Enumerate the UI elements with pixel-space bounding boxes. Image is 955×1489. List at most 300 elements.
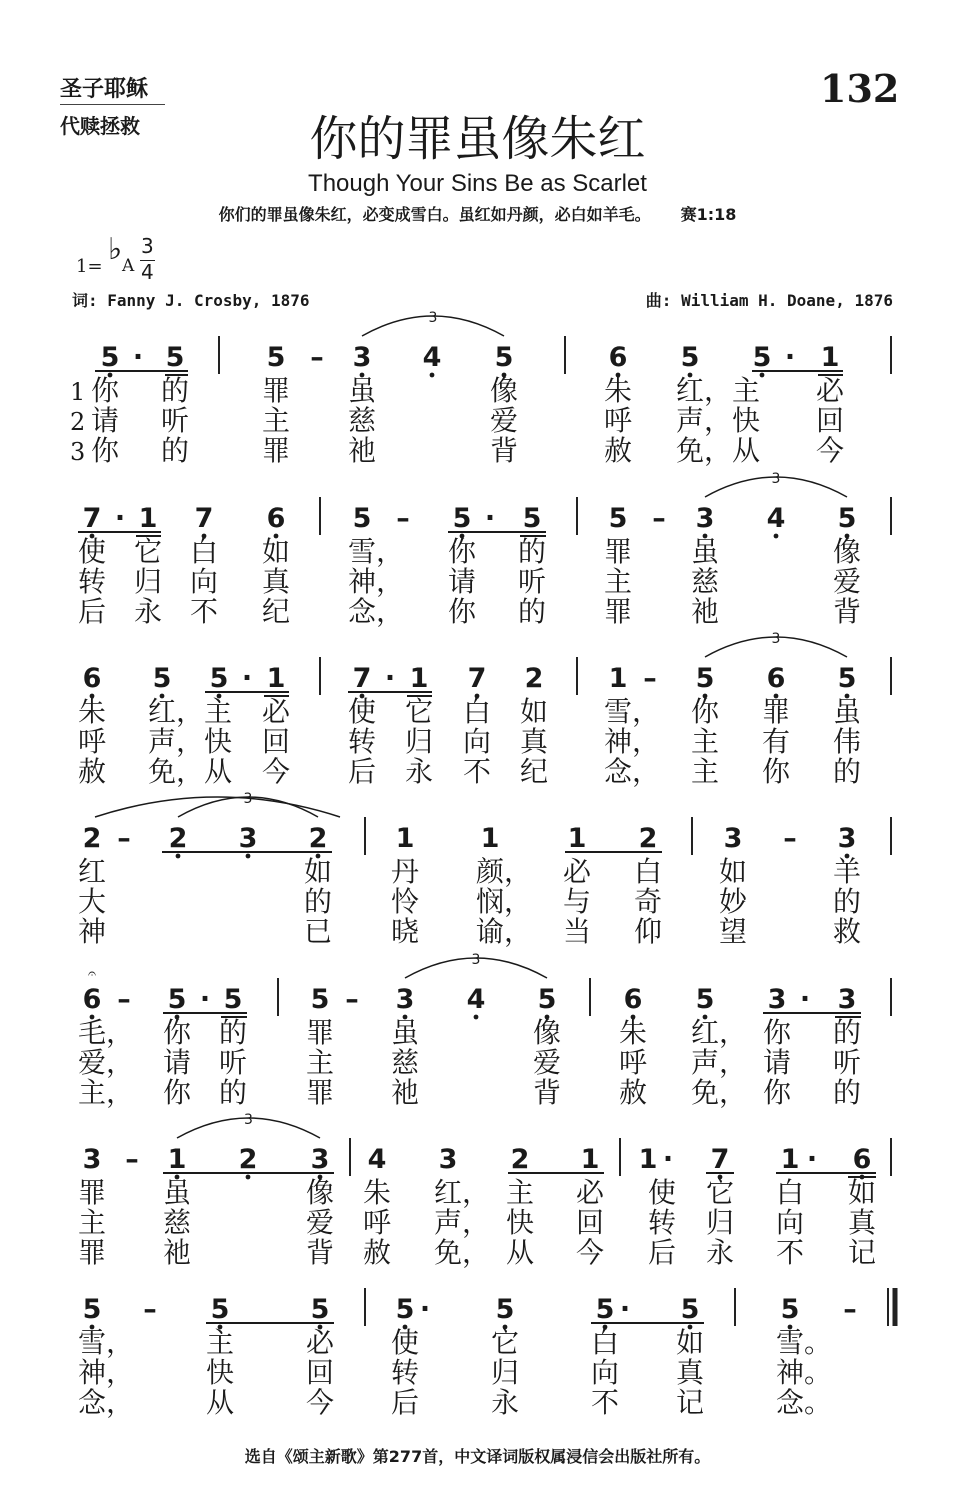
- lyric-syllable: 回: [576, 1206, 605, 1239]
- lyric-syllable: 的: [833, 755, 862, 788]
- lyric-syllable: 使: [391, 1326, 420, 1359]
- note: 3: [837, 984, 857, 1015]
- lyric-syllable: 的: [833, 1016, 862, 1049]
- lyric-syllable: 请: [448, 565, 477, 598]
- lyric-syllable: 后: [648, 1236, 677, 1269]
- note: 5: [680, 1294, 700, 1325]
- lyric-syllable: 你: [448, 595, 477, 628]
- augmentation-dot: ·: [662, 1144, 674, 1175]
- lyric-syllable: 背: [306, 1236, 335, 1269]
- note: 3: [238, 823, 258, 854]
- lyric-syllable: 向: [190, 565, 219, 598]
- lyric-syllable: 与: [563, 885, 592, 918]
- lyricist-credit: 词: Fanny J. Crosby, 1876: [72, 291, 310, 310]
- lyric-syllable: 妙: [719, 885, 748, 918]
- lyric-syllable: 红，: [434, 1176, 491, 1209]
- lyric-syllable: 听: [518, 565, 547, 598]
- note: 5: [837, 503, 857, 534]
- lyric-syllable: 有: [762, 725, 791, 758]
- lyric-syllable: 听: [161, 404, 190, 437]
- lyric-syllable: 你: [763, 1016, 792, 1049]
- note: 1: [820, 342, 840, 373]
- lyric-syllable: 纪: [520, 755, 549, 788]
- note: 2: [82, 823, 102, 854]
- lyric-syllable: 的: [161, 434, 190, 467]
- lyric-syllable: 晓: [391, 915, 420, 948]
- lyric-syllable: 快: [206, 1356, 235, 1389]
- time-signature-top: 3: [141, 234, 154, 258]
- composer-credit: 曲: William H. Doane, 1876: [645, 291, 893, 310]
- lyric-syllable: 丹: [391, 855, 420, 888]
- lyric-syllable: 罪: [78, 1236, 107, 1269]
- note: 4: [466, 984, 486, 1015]
- lyric-syllable: 雪，: [604, 695, 661, 728]
- lyric-syllable: 神，: [78, 1356, 135, 1389]
- lyric-syllable: 免，从: [676, 434, 761, 467]
- lyric-syllable: 向: [463, 725, 492, 758]
- lyric-syllable: 必: [306, 1326, 335, 1359]
- lyric-syllable: 虽: [348, 374, 377, 407]
- note: 3: [438, 1144, 458, 1175]
- lyric-syllable: 它: [706, 1176, 735, 1209]
- note: 5: [310, 1294, 330, 1325]
- augmentation-dot: ·: [619, 1294, 631, 1325]
- note: 3: [695, 503, 715, 534]
- lyric-syllable: 主: [691, 755, 720, 788]
- note: 5: [595, 1294, 615, 1325]
- lyric-syllable: 像: [833, 535, 862, 568]
- lower-octave-dot: [246, 1175, 251, 1180]
- augmentation-dot: ·: [484, 503, 496, 534]
- note: 6: [766, 663, 786, 694]
- lyric-syllable: 虽: [833, 695, 862, 728]
- category-sub: 代赎拯救: [60, 114, 140, 138]
- dash: –: [117, 984, 131, 1015]
- note: 5: [695, 663, 715, 694]
- note: 5: [537, 984, 557, 1015]
- note: 1: [409, 663, 429, 694]
- note: 5: [266, 342, 286, 373]
- lyric-syllable: 祂: [391, 1076, 420, 1109]
- verse-number: 2: [70, 408, 86, 436]
- lyric-syllable: 归: [405, 725, 434, 758]
- note: 5: [495, 1294, 515, 1325]
- lyric-syllable: 赦: [619, 1076, 648, 1109]
- lyric-syllable: 的: [518, 535, 547, 568]
- lyric-syllable: 朱: [363, 1176, 392, 1209]
- augmentation-dot: ·: [806, 1144, 818, 1175]
- lyric-syllable: 快: [506, 1206, 535, 1239]
- note: 5: [82, 1294, 102, 1325]
- note: 1: [395, 823, 415, 854]
- lyric-syllable: 如: [676, 1326, 705, 1359]
- lyric-syllable: 赦: [78, 755, 107, 788]
- lyric-syllable: 望: [719, 915, 748, 948]
- tuplet-number: 3: [244, 1112, 253, 1128]
- lyric-syllable: 听: [833, 1046, 862, 1079]
- note: 1: [780, 1144, 800, 1175]
- lyric-syllable: 白: [634, 855, 663, 888]
- lyric-syllable: 记: [676, 1386, 705, 1419]
- lyric-syllable: 使: [648, 1176, 677, 1209]
- lyric-syllable: 转: [78, 565, 107, 598]
- note: 1: [608, 663, 628, 694]
- lyric-syllable: 的: [518, 595, 547, 628]
- dash: –: [783, 823, 797, 854]
- augmentation-dot: ·: [419, 1294, 431, 1325]
- lyric-syllable: 赦: [363, 1236, 392, 1269]
- note: 1: [167, 1144, 187, 1175]
- lyric-syllable: 今: [816, 434, 845, 467]
- lyric-syllable: 背: [833, 595, 862, 628]
- note: 3: [837, 823, 857, 854]
- lyric-syllable: 使: [348, 695, 377, 728]
- note: 2: [524, 663, 544, 694]
- note: 6: [266, 503, 286, 534]
- lyric-syllable: 羊: [833, 855, 862, 888]
- lyric-syllable: 念，: [78, 1386, 135, 1419]
- note: 2: [510, 1144, 530, 1175]
- lyric-syllable: 神: [78, 915, 107, 948]
- lyric-syllable: 转: [348, 725, 377, 758]
- note: 7: [352, 663, 372, 694]
- verse-number: 1: [70, 378, 86, 406]
- lyric-syllable: 如: [520, 695, 549, 728]
- lyric-syllable: 罪: [262, 434, 291, 467]
- lyric-syllable: 颜，: [476, 855, 533, 888]
- lyric-syllable: 罪: [306, 1076, 335, 1109]
- lyric-syllable: 爱: [833, 565, 862, 598]
- lyric-syllable: 不: [776, 1236, 805, 1269]
- note: 1: [266, 663, 286, 694]
- note: 2: [168, 823, 188, 854]
- lyric-syllable: 怜: [391, 885, 420, 918]
- lyric-syllable: 仰: [634, 915, 663, 948]
- lyric-syllable: 朱: [78, 695, 107, 728]
- lyric-syllable: 永: [706, 1236, 735, 1269]
- note: 7: [194, 503, 214, 534]
- note: 3: [767, 984, 787, 1015]
- lyric-syllable: 纪: [262, 595, 291, 628]
- lyric-syllable: 从: [506, 1236, 535, 1269]
- lyric-syllable: 赦: [604, 434, 633, 467]
- tuplet-number: 3: [243, 791, 253, 807]
- lyric-syllable: 罪: [762, 695, 791, 728]
- lyric-syllable: 罪: [604, 535, 633, 568]
- note: 6: [623, 984, 643, 1015]
- lyric-syllable: 神。: [776, 1356, 833, 1389]
- note: 2: [638, 823, 658, 854]
- lyric-syllable: 念。: [776, 1386, 833, 1419]
- note: 7: [82, 503, 102, 534]
- note: 5: [209, 663, 229, 694]
- lyric-syllable: 你: [762, 755, 791, 788]
- lyric-syllable: 必: [563, 855, 592, 888]
- augmentation-dot: ·: [241, 663, 253, 694]
- lyric-syllable: 永: [491, 1386, 520, 1419]
- note: 4: [422, 342, 442, 373]
- lyric-syllable: 不: [591, 1386, 620, 1419]
- lyric-syllable: 虽: [691, 535, 720, 568]
- tuplet-slur: [95, 797, 340, 817]
- hymn-title: 你的罪虽像朱红: [309, 111, 646, 167]
- dash: –: [345, 984, 359, 1015]
- lyric-syllable: 祂: [163, 1236, 192, 1269]
- fermata-icon: 𝄐: [88, 966, 96, 982]
- lyric-syllable: 的: [833, 885, 862, 918]
- lyric-syllable: 声，: [434, 1206, 491, 1239]
- key-prefix: 1=: [76, 256, 103, 277]
- lyric-syllable: 白: [463, 695, 492, 728]
- lyric-syllable: 声，快: [676, 404, 761, 437]
- note: 1: [567, 823, 587, 854]
- dash: –: [125, 1144, 139, 1175]
- note: 2: [308, 823, 328, 854]
- lyric-syllable: 的: [161, 374, 190, 407]
- lyric-syllable: 你: [163, 1076, 192, 1109]
- lyric-syllable: 罪: [306, 1016, 335, 1049]
- lyric-syllable: 不: [463, 755, 492, 788]
- note: 5: [100, 342, 120, 373]
- note: 5: [395, 1294, 415, 1325]
- lyric-syllable: 的: [219, 1076, 248, 1109]
- lyric-syllable: 听: [219, 1046, 248, 1079]
- lyric-syllable: 神，: [348, 565, 405, 598]
- note: 5: [522, 503, 542, 534]
- lyric-syllable: 爱，: [78, 1046, 135, 1079]
- lyric-syllable: 必: [262, 695, 291, 728]
- lyric-syllable: 声，快: [148, 725, 233, 758]
- lyric-syllable: 伟: [833, 725, 862, 758]
- dash: –: [310, 342, 324, 373]
- note: 5: [452, 503, 472, 534]
- note: 6: [82, 663, 102, 694]
- lyric-syllable: 今: [576, 1236, 605, 1269]
- lyric-syllable: 红，主: [676, 374, 761, 407]
- lyric-syllable: 雪，: [78, 1326, 135, 1359]
- lyric-syllable: 它: [405, 695, 434, 728]
- lyric-syllable: 背: [533, 1076, 562, 1109]
- lyric-syllable: 雪，: [348, 535, 405, 568]
- lyric-syllable: 归: [706, 1206, 735, 1239]
- lyric-syllable: 转: [648, 1206, 677, 1239]
- note: 5: [310, 984, 330, 1015]
- lyric-syllable: 虽: [391, 1016, 420, 1049]
- dash: –: [652, 503, 666, 534]
- lyric-syllable: 记: [848, 1236, 877, 1269]
- note: 5: [494, 342, 514, 373]
- lyric-syllable: 主: [78, 1206, 107, 1239]
- note: 3: [395, 984, 415, 1015]
- tuplet-number: 3: [771, 631, 781, 647]
- lyric-syllable: 真: [848, 1206, 877, 1239]
- dash: –: [143, 1294, 157, 1325]
- lyric-syllable: 主: [262, 404, 291, 437]
- flat-icon: ♭: [108, 232, 123, 267]
- note: 5: [352, 503, 372, 534]
- dash: –: [843, 1294, 857, 1325]
- hymn-number: 132: [820, 66, 900, 111]
- note: 4: [367, 1144, 387, 1175]
- lower-octave-dot: [246, 854, 251, 859]
- note: 3: [310, 1144, 330, 1175]
- lyric-syllable: 红: [78, 855, 107, 888]
- note: 7: [710, 1144, 730, 1175]
- lyric-syllable: 神，: [604, 725, 661, 758]
- lyric-syllable: 爱: [306, 1206, 335, 1239]
- lyric-syllable: 的: [219, 1016, 248, 1049]
- lyric-syllable: 悯，: [476, 885, 533, 918]
- dash: –: [117, 823, 131, 854]
- lyric-syllable: 你: [163, 1016, 192, 1049]
- note: 5: [167, 984, 187, 1015]
- note: 5: [152, 663, 172, 694]
- lyric-syllable: 永: [405, 755, 434, 788]
- note: 1: [580, 1144, 600, 1175]
- note: 5: [165, 342, 185, 373]
- lyric-syllable: 念，: [604, 755, 661, 788]
- lyric-syllable: 红，: [691, 1016, 748, 1049]
- lyric-syllable: 主: [306, 1046, 335, 1079]
- lyric-syllable: 罪: [78, 1176, 107, 1209]
- lyric-syllable: 归: [491, 1356, 520, 1389]
- lyric-syllable: 慈: [391, 1046, 420, 1079]
- lower-octave-dot: [430, 373, 435, 378]
- lyric-syllable: 白: [591, 1326, 620, 1359]
- lyric-syllable: 回: [262, 725, 291, 758]
- dash: –: [643, 663, 657, 694]
- note: 5: [780, 1294, 800, 1325]
- lower-octave-dot: [176, 854, 181, 859]
- note: 6: [608, 342, 628, 373]
- note: 5: [608, 503, 628, 534]
- hymn-subtitle: Though Your Sins Be as Scarlet: [308, 170, 647, 197]
- lyric-syllable: 祂: [348, 434, 377, 467]
- note: 5: [680, 342, 700, 373]
- lyric-syllable: 今: [262, 755, 291, 788]
- lyric-syllable: 它: [134, 535, 163, 568]
- lyric-syllable: 已: [304, 915, 333, 948]
- lyric-syllable: 主: [691, 725, 720, 758]
- lyric-syllable: 主: [206, 1326, 235, 1359]
- lyric-syllable: 红，主: [148, 695, 233, 728]
- time-signature-bottom: 4: [141, 260, 154, 284]
- lyric-syllable: 必: [816, 374, 845, 407]
- lyric-syllable: 救: [833, 915, 862, 948]
- lyric-syllable: 慈: [163, 1206, 192, 1239]
- lyric-syllable: 真: [520, 725, 549, 758]
- lyric-syllable: 慈: [348, 404, 377, 437]
- lyric-syllable: 慈: [691, 565, 720, 598]
- lyric-syllable: 永: [134, 595, 163, 628]
- lyric-syllable: 你: [91, 434, 120, 467]
- lyric-syllable: 向: [776, 1206, 805, 1239]
- lyric-syllable: 转: [391, 1356, 420, 1389]
- note: 2: [238, 1144, 258, 1175]
- lyric-syllable: 回: [306, 1356, 335, 1389]
- lyric-syllable: 如: [262, 535, 291, 568]
- lyric-syllable: 使: [78, 535, 107, 568]
- lyric-syllable: 你: [763, 1076, 792, 1109]
- lyric-syllable: 今: [306, 1386, 335, 1419]
- lyric-syllable: 谕，: [476, 915, 533, 948]
- lyric-syllable: 呼: [363, 1206, 392, 1239]
- lyric-syllable: 后: [391, 1386, 420, 1419]
- lower-octave-dot: [474, 1015, 479, 1020]
- lyric-syllable: 免，从: [148, 755, 233, 788]
- lyric-syllable: 后: [348, 755, 377, 788]
- note: 5: [837, 663, 857, 694]
- scripture-text: 你们的罪虽像朱红，必变成雪白。虽红如丹颜，必白如羊毛。: [218, 205, 651, 224]
- lyric-syllable: 主，: [78, 1076, 135, 1109]
- lyric-syllable: 免，: [434, 1236, 491, 1269]
- augmentation-dot: ·: [799, 984, 811, 1015]
- lyric-syllable: 如: [719, 855, 748, 888]
- lyric-syllable: 它: [491, 1326, 520, 1359]
- lyric-syllable: 如: [304, 855, 333, 888]
- lyric-syllable: 从: [206, 1386, 235, 1419]
- tuplet-number: 3: [471, 952, 481, 968]
- lyric-syllable: 你: [448, 535, 477, 568]
- lyric-syllable: 不: [190, 595, 219, 628]
- lyric-syllable: 念，: [348, 595, 405, 628]
- lyric-syllable: 免，: [691, 1076, 748, 1109]
- lyric-syllable: 的: [833, 1076, 862, 1109]
- note: 3: [82, 1144, 102, 1175]
- augmentation-dot: ·: [199, 984, 211, 1015]
- note: 1: [138, 503, 158, 534]
- note: 3: [352, 342, 372, 373]
- lyric-syllable: 请: [91, 404, 120, 437]
- lyric-syllable: 爱: [533, 1046, 562, 1079]
- lyric-syllable: 白: [776, 1176, 805, 1209]
- lyric-syllable: 祂: [691, 595, 720, 628]
- lyric-syllable: 大: [78, 885, 107, 918]
- lyric-syllable: 像: [490, 374, 519, 407]
- lyric-syllable: 主: [604, 565, 633, 598]
- note: 6: [82, 984, 102, 1015]
- lyric-syllable: 后: [78, 595, 107, 628]
- lyric-syllable: 罪: [604, 595, 633, 628]
- lyric-syllable: 真: [262, 565, 291, 598]
- lyric-syllable: 像: [306, 1176, 335, 1209]
- lower-octave-dot: [760, 373, 765, 378]
- augmentation-dot: ·: [384, 663, 396, 694]
- note: 5: [223, 984, 243, 1015]
- note: 4: [766, 503, 786, 534]
- lyric-syllable: 回: [816, 404, 845, 437]
- lyric-syllable: 呼: [604, 404, 633, 437]
- scripture-ref: 赛1:18: [680, 205, 737, 224]
- lyric-syllable: 当: [563, 915, 592, 948]
- lyric-syllable: 声，: [691, 1046, 748, 1079]
- note: 7: [467, 663, 487, 694]
- lyric-syllable: 请: [763, 1046, 792, 1079]
- note: 6: [852, 1144, 872, 1175]
- key-letter: A: [122, 256, 135, 276]
- copyright-footer: 选自《颂主新歌》第277首，中文译词版权属浸信会出版社所有。: [244, 1447, 711, 1466]
- augmentation-dot: ·: [114, 503, 126, 534]
- lyric-syllable: 呼: [78, 725, 107, 758]
- note: 5: [695, 984, 715, 1015]
- lyric-syllable: 呼: [619, 1046, 648, 1079]
- lyric-syllable: 必: [576, 1176, 605, 1209]
- lyric-syllable: 主: [506, 1176, 535, 1209]
- lyric-syllable: 真: [676, 1356, 705, 1389]
- category-main: 圣子耶稣: [60, 76, 149, 102]
- verse-number: 3: [70, 438, 86, 466]
- lyric-syllable: 向: [591, 1356, 620, 1389]
